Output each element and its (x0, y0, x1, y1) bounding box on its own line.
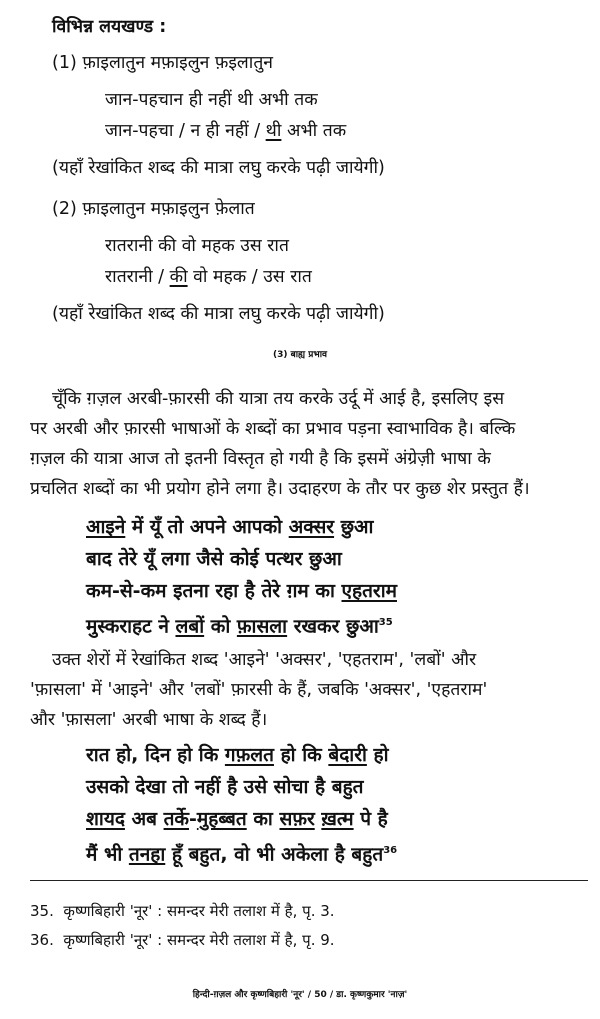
footnote-36 (30, 927, 335, 953)
verse-text: अब (124, 808, 164, 830)
underlined-word: फ़ासला (236, 615, 288, 638)
verse-text: को (204, 615, 237, 638)
verse-text: - (189, 808, 197, 830)
meter1-label: (1) फ़ाइलातुन मफ़ाइलुन फ़इलातुन (52, 53, 274, 73)
footnote-number: 36. (30, 931, 54, 949)
verse-text: हूँ बहुत, वो भी अकेला है बहुत (165, 843, 384, 866)
paragraph2-line: और 'फ़ासला' अरबी भाषा के शब्द हैं। (30, 710, 268, 730)
meter2-line2-part: रातरानी / (105, 267, 170, 287)
verse-text: हो कि (273, 744, 329, 766)
meter2-line2 (105, 264, 312, 290)
meter1-line1: जान-पहचान ही नहीं थी अभी तक (105, 90, 318, 110)
footnote-number: 35. (30, 902, 54, 920)
meter1-line2-part: जान-पहचा / न ही नहीं / (105, 121, 266, 141)
underlined-word: मुहब्बत (196, 808, 247, 830)
underlined-word: तनहा (128, 843, 166, 866)
meter2-note: (यहाँ रेखांकित शब्द की मात्रा लघु करके पढ़ी जायेगी) (52, 304, 385, 324)
couplet2-line2: उसको देखा तो नहीं है उसे सोचा है बहुत (86, 776, 364, 798)
couplet1-line3 (86, 574, 397, 608)
paragraph2-line: उक्त शेरों में रेखांकित शब्द 'आइने' 'अक्सर', 'एहतराम', 'लबों' और (52, 650, 477, 670)
verse-text: रखकर छुआ (287, 615, 379, 638)
underlined-word: की (169, 267, 188, 287)
underlined-word: सफ़र (279, 808, 315, 830)
meter1-note: (यहाँ रेखांकित शब्द की मात्रा लघु करके पढ़ी जायेगी) (52, 158, 385, 178)
meter1-line2-part: अभी तक (281, 121, 347, 141)
underlined-word: आइने (86, 516, 126, 538)
footnote-ref: 36 (383, 845, 398, 856)
underlined-word: लबों (175, 615, 205, 638)
footnote-35 (30, 898, 335, 924)
couplet1-line2: बाद तेरे यूँ लगा जैसे कोई पत्थर छुआ (86, 548, 342, 570)
footnote-divider (30, 880, 588, 881)
underlined-word: बेदारी (328, 744, 367, 766)
meter1-line2 (105, 118, 346, 144)
underlined-word: अक्सर (288, 516, 335, 538)
verse-text: में यूँ तो अपने आपको (125, 516, 289, 538)
paragraph1-line: पर अरबी और फ़ारसी भाषाओं के शब्दों का प्रभाव पड़ना स्वाभाविक है। बल्कि (30, 419, 516, 439)
verse-text: मैं भी (86, 843, 129, 866)
meter2-line2-part: वो महक / उस रात (187, 267, 312, 287)
paragraph1-line: प्रचलित शब्दों का भी प्रयोग होने लगा है। उदाहरण के तौर पर कुछ शेर प्रस्तुत हैं। (30, 479, 530, 499)
couplet2-line4 (86, 834, 397, 871)
couplet1-line4 (86, 606, 393, 643)
verse-text: का (246, 808, 280, 830)
paragraph2-line: 'फ़ासला' में 'आइने' और 'लबों' फ़ारसी के हैं, जबकि 'अक्सर', 'एहतराम' (30, 680, 488, 700)
underlined-word: तर्के (163, 808, 189, 830)
couplet2-line3 (86, 802, 388, 836)
verse-text: हो (366, 744, 389, 766)
section-title: (3) बाह्य प्रभाव (272, 350, 328, 360)
paragraph1-line: चूँकि ग़ज़ल अरबी-फ़ारसी की यात्रा तय करके उर्दू में आई है, इसलिए इस (52, 389, 505, 409)
verse-text: पे है (353, 808, 388, 830)
underlined-word: गफ़लत (224, 744, 274, 766)
underlined-word: थी (265, 121, 282, 141)
couplet2-line1 (86, 738, 389, 772)
page-footer: हिन्दी-ग़ज़ल और कृष्णबिहारी 'नूर' / 50 / डा. कृष्णकुमार 'नाज़' (192, 990, 408, 1000)
underlined-word: एहतराम (341, 580, 397, 602)
verse-text: छुआ (334, 516, 374, 538)
footnote-ref: 35 (378, 617, 393, 628)
meter2-label: (2) फ़ाइलातुन मफ़ाइलुन फ़ेलात (52, 199, 255, 219)
verse-text: मुस्कराहट ने (86, 615, 176, 638)
couplet1-line1 (86, 510, 373, 544)
meter2-line1: रातरानी की वो महक उस रात (105, 236, 289, 256)
section-heading: विभिन्न लयखण्ड : (52, 17, 167, 37)
underlined-word: ख़त्म (321, 808, 354, 830)
underlined-word: शायद (86, 808, 125, 830)
footnote-text: कृष्णबिहारी 'नूर' : समन्दर मेरी तलाश में है, पृ. 9. (63, 931, 335, 949)
verse-text: रात हो, दिन हो कि (86, 744, 225, 766)
paragraph1-line: ग़ज़ल की यात्रा आज तो इतनी विस्तृत हो गयी है कि इसमें अंग्रेज़ी भाषा के (30, 449, 491, 469)
footnote-text: कृष्णबिहारी 'नूर' : समन्दर मेरी तलाश में है, पृ. 3. (63, 902, 335, 920)
verse-text: कम-से-कम इतना रहा है तेरे ग़म का (86, 580, 342, 602)
